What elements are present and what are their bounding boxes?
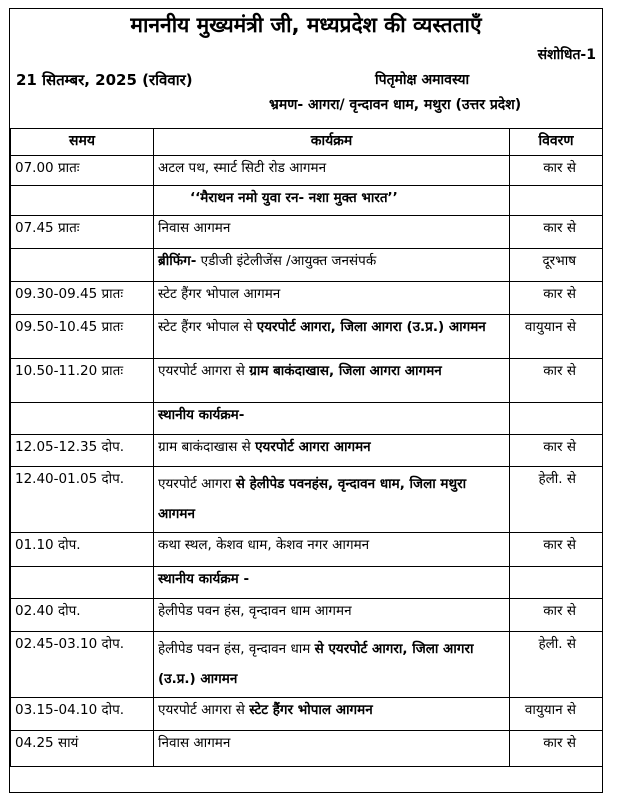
time-cell: 12.40-01.05 दोप. bbox=[11, 467, 154, 533]
table-row bbox=[11, 315, 603, 359]
tour-label: भ्रमण- आगरा/ वृन्दावन धाम, मथुरा (उत्तर प्रदेश) bbox=[269, 97, 522, 113]
program-cell bbox=[154, 359, 510, 403]
detail-cell: दूरभाष bbox=[510, 249, 603, 282]
program-cell bbox=[154, 315, 510, 359]
table-row bbox=[11, 731, 603, 767]
occasion-label: पितृमोक्ष अमावस्या bbox=[375, 72, 470, 88]
program-cell bbox=[154, 567, 510, 599]
revision-label: संशोधित-1 bbox=[537, 47, 596, 63]
schedule-table bbox=[10, 128, 603, 767]
detail-cell: वायुयान से bbox=[510, 698, 603, 731]
program-cell bbox=[154, 282, 510, 315]
program-cell bbox=[154, 599, 510, 632]
table-row bbox=[11, 359, 603, 403]
detail-cell: कार से bbox=[510, 216, 603, 249]
table-row bbox=[11, 567, 603, 599]
program-text: निवास आगमन bbox=[158, 735, 231, 751]
program-bold-text: एयरपोर्ट आगरा आगमन bbox=[255, 439, 371, 455]
detail-cell: कार से bbox=[510, 156, 603, 186]
detail-cell: कार से bbox=[510, 533, 603, 567]
table-row bbox=[11, 698, 603, 731]
column-header-time: समय bbox=[11, 129, 154, 156]
program-cell bbox=[154, 249, 510, 282]
program-text: स्टेट हैंगर भोपाल आगमन bbox=[158, 286, 281, 302]
program-bold-text: ‘‘मैराथन नमो युवा रन- नशा मुक्त भारत’’ bbox=[190, 190, 398, 206]
table-row bbox=[11, 186, 603, 216]
table-row bbox=[11, 467, 603, 533]
detail-cell: हेली. से bbox=[510, 632, 603, 698]
program-cell bbox=[154, 403, 510, 435]
program-cell bbox=[154, 435, 510, 467]
program-cell bbox=[154, 467, 510, 533]
program-text: एयरपोर्ट आगरा से bbox=[158, 702, 250, 718]
time-cell: 02.45-03.10 दोप. bbox=[11, 632, 154, 698]
program-text: कथा स्थल, केशव धाम, केशव नगर आगमन bbox=[158, 537, 370, 553]
program-text: एयरपोर्ट आगरा से bbox=[158, 363, 250, 379]
time-cell bbox=[11, 403, 154, 435]
program-cell bbox=[154, 186, 510, 216]
page-title: माननीय मुख्यमंत्री जी, मध्यप्रदेश की व्यस्तताएँ bbox=[130, 13, 482, 37]
table-row bbox=[11, 533, 603, 567]
table-header-row bbox=[11, 129, 603, 156]
table-row bbox=[11, 632, 603, 698]
detail-cell: कार से bbox=[510, 599, 603, 632]
time-cell bbox=[11, 249, 154, 282]
detail-cell: कार से bbox=[510, 731, 603, 767]
program-bold-text: ब्रीफिंग- bbox=[158, 253, 197, 269]
time-cell: 09.30-09.45 प्रातः bbox=[11, 282, 154, 315]
program-text: ग्राम बाकंदाखास से bbox=[158, 439, 256, 455]
program-text: एयरपोर्ट आगरा bbox=[158, 476, 236, 492]
program-cell bbox=[154, 731, 510, 767]
program-text: स्टेट हैंगर भोपाल से bbox=[158, 319, 257, 335]
time-cell: 12.05-12.35 दोप. bbox=[11, 435, 154, 467]
detail-cell bbox=[510, 567, 603, 599]
program-bold-text: से हेलीपेड पवनहंस, वृन्दावन धाम, जिला मथुरा आगमन bbox=[158, 476, 467, 522]
program-text: हेलीपेड पवन हंस, वृन्दावन धाम bbox=[158, 641, 315, 657]
table-row bbox=[11, 282, 603, 315]
time-cell: 03.15-04.10 दोप. bbox=[11, 698, 154, 731]
time-cell: 07.00 प्रातः bbox=[11, 156, 154, 186]
table-row bbox=[11, 403, 603, 435]
program-rest-text: एडीजी इंटेलीजेंस /आयुक्त जनसंपर्क bbox=[196, 253, 377, 269]
table-row bbox=[11, 435, 603, 467]
table-row bbox=[11, 599, 603, 632]
column-header-detail: विवरण bbox=[510, 129, 603, 156]
time-cell: 07.45 प्रातः bbox=[11, 216, 154, 249]
program-bold-text: ग्राम बाकंदाखास, जिला आगरा आगमन bbox=[249, 363, 442, 379]
time-cell bbox=[11, 567, 154, 599]
detail-cell: कार से bbox=[510, 359, 603, 403]
program-bold-text: स्थानीय कार्यक्रम- bbox=[158, 407, 245, 423]
time-cell bbox=[11, 186, 154, 216]
program-cell bbox=[154, 533, 510, 567]
time-cell: 09.50-10.45 प्रातः bbox=[11, 315, 154, 359]
program-cell bbox=[154, 216, 510, 249]
program-text: अटल पथ, स्मार्ट सिटी रोड आगमन bbox=[158, 160, 327, 176]
detail-cell: हेली. से bbox=[510, 467, 603, 533]
time-cell: 02.40 दोप. bbox=[11, 599, 154, 632]
program-bold-text: स्थानीय कार्यक्रम - bbox=[158, 571, 250, 587]
table-row bbox=[11, 216, 603, 249]
program-cell bbox=[154, 156, 510, 186]
program-text: हेलीपेड पवन हंस, वृन्दावन धाम आगमन bbox=[158, 603, 352, 619]
detail-cell bbox=[510, 186, 603, 216]
table-row bbox=[11, 156, 603, 186]
table-row bbox=[11, 249, 603, 282]
time-cell: 01.10 दोप. bbox=[11, 533, 154, 567]
detail-cell: वायुयान से bbox=[510, 315, 603, 359]
column-header-program: कार्यक्रम bbox=[154, 129, 510, 156]
detail-cell bbox=[510, 403, 603, 435]
program-text: निवास आगमन bbox=[158, 220, 231, 236]
program-cell bbox=[154, 632, 510, 698]
detail-cell: कार से bbox=[510, 435, 603, 467]
time-cell: 04.25 सायं bbox=[11, 731, 154, 767]
detail-cell: कार से bbox=[510, 282, 603, 315]
date-label: 21 सितम्बर, 2025 (रविवार) bbox=[16, 71, 193, 89]
program-bold-text: से एयरपोर्ट आगरा, जिला आगरा (उ.प्र.) आगमन bbox=[158, 641, 474, 687]
time-cell: 10.50-11.20 प्रातः bbox=[11, 359, 154, 403]
program-cell bbox=[154, 698, 510, 731]
document-frame bbox=[9, 8, 603, 793]
program-bold-text: एयरपोर्ट आगरा, जिला आगरा (उ.प्र.) आगमन bbox=[256, 319, 486, 335]
program-bold-text: स्टेट हैंगर भोपाल आगमन bbox=[249, 702, 373, 718]
